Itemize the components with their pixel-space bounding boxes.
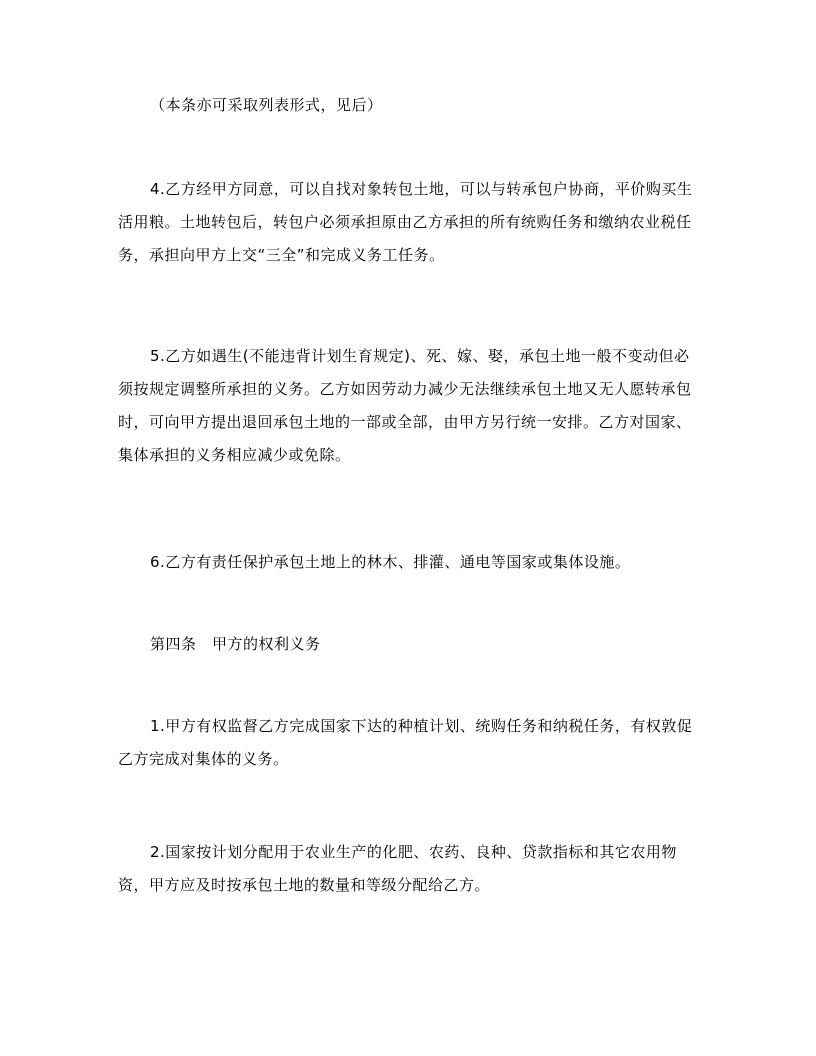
clause-item-5: 5.乙方如遇生(不能违背计划生育规定)、死、嫁、娶，承包土地一般不变动但必须按规定调整所承担的义务。乙方如因劳动力减少无法继续承包土地又无人愿转承包时，可向甲方提出退回承包土地的一部或全部，由甲方另行统一安排。乙方对国家、集体承担的义务相应减少或免除。 [118, 347, 692, 464]
clause-item-6: 6.乙方有责任保护承包土地上的林木、排灌、通电等国家或集体设施。 [150, 553, 631, 571]
section-4-item-2: 2.国家按计划分配用于农业生产的化肥、农药、良种、贷款指标和其它农用物资，甲方应及时按承包土地的数量和等级分配给乙方。 [118, 843, 677, 894]
list-form-note: （本条亦可采取列表形式，见后） [150, 96, 383, 114]
section-4-item-1: 1.甲方有权监督乙方完成国家下达的种植计划、统购任务和纳税任务，有权敦促乙方完成对集体的义务。 [118, 717, 693, 768]
section-4-heading: 第四条 甲方的权利义务 [150, 635, 321, 653]
clause-item-4: 4.乙方经甲方同意，可以自找对象转包土地，可以与转承包户协商，平价购买生活用粮。土地转包后，转包户必须承担原由乙方承担的所有统购任务和缴纳农业税任务，承担向甲方上交“三全”和完成义务工任务。 [118, 180, 693, 264]
